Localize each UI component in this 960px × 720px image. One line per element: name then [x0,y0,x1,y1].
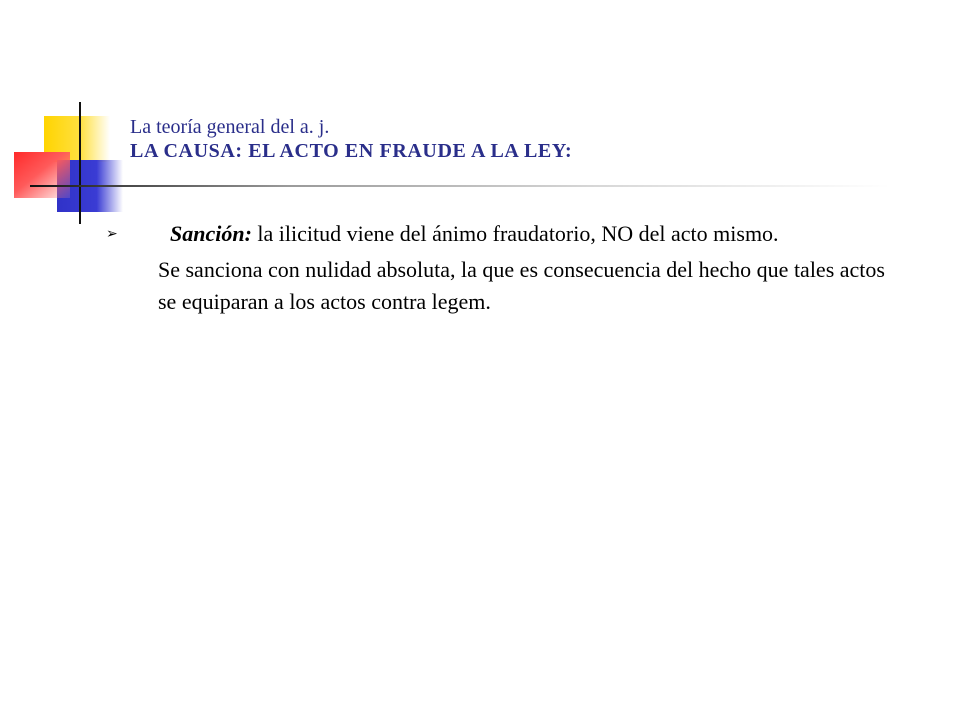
slide-title-block [130,115,572,163]
arrow-bullet-icon: ➢ [106,226,118,242]
title-underline [30,185,890,187]
slide-subtitle: La teoría general del a. j. [130,116,330,138]
logo-vertical-line [79,102,81,224]
corner-logo [0,0,140,230]
bullet-term: Sanción: [170,221,252,246]
bullet-text: la ilicitud viene del ánimo fraudatorio, NO del acto mismo. [251,221,779,246]
body-paragraph [106,254,906,318]
slide-title: LA CAUSA: EL ACTO EN FRAUDE A LA LEY: [130,140,573,162]
bullet-item [106,218,906,250]
logo-red-square [14,152,70,198]
slide-content [106,218,906,318]
paragraph-text: Se sanciona con nulidad absoluta, la que es consecuencia del hecho que tales actos se equiparan a los actos contra legem. [158,257,885,314]
